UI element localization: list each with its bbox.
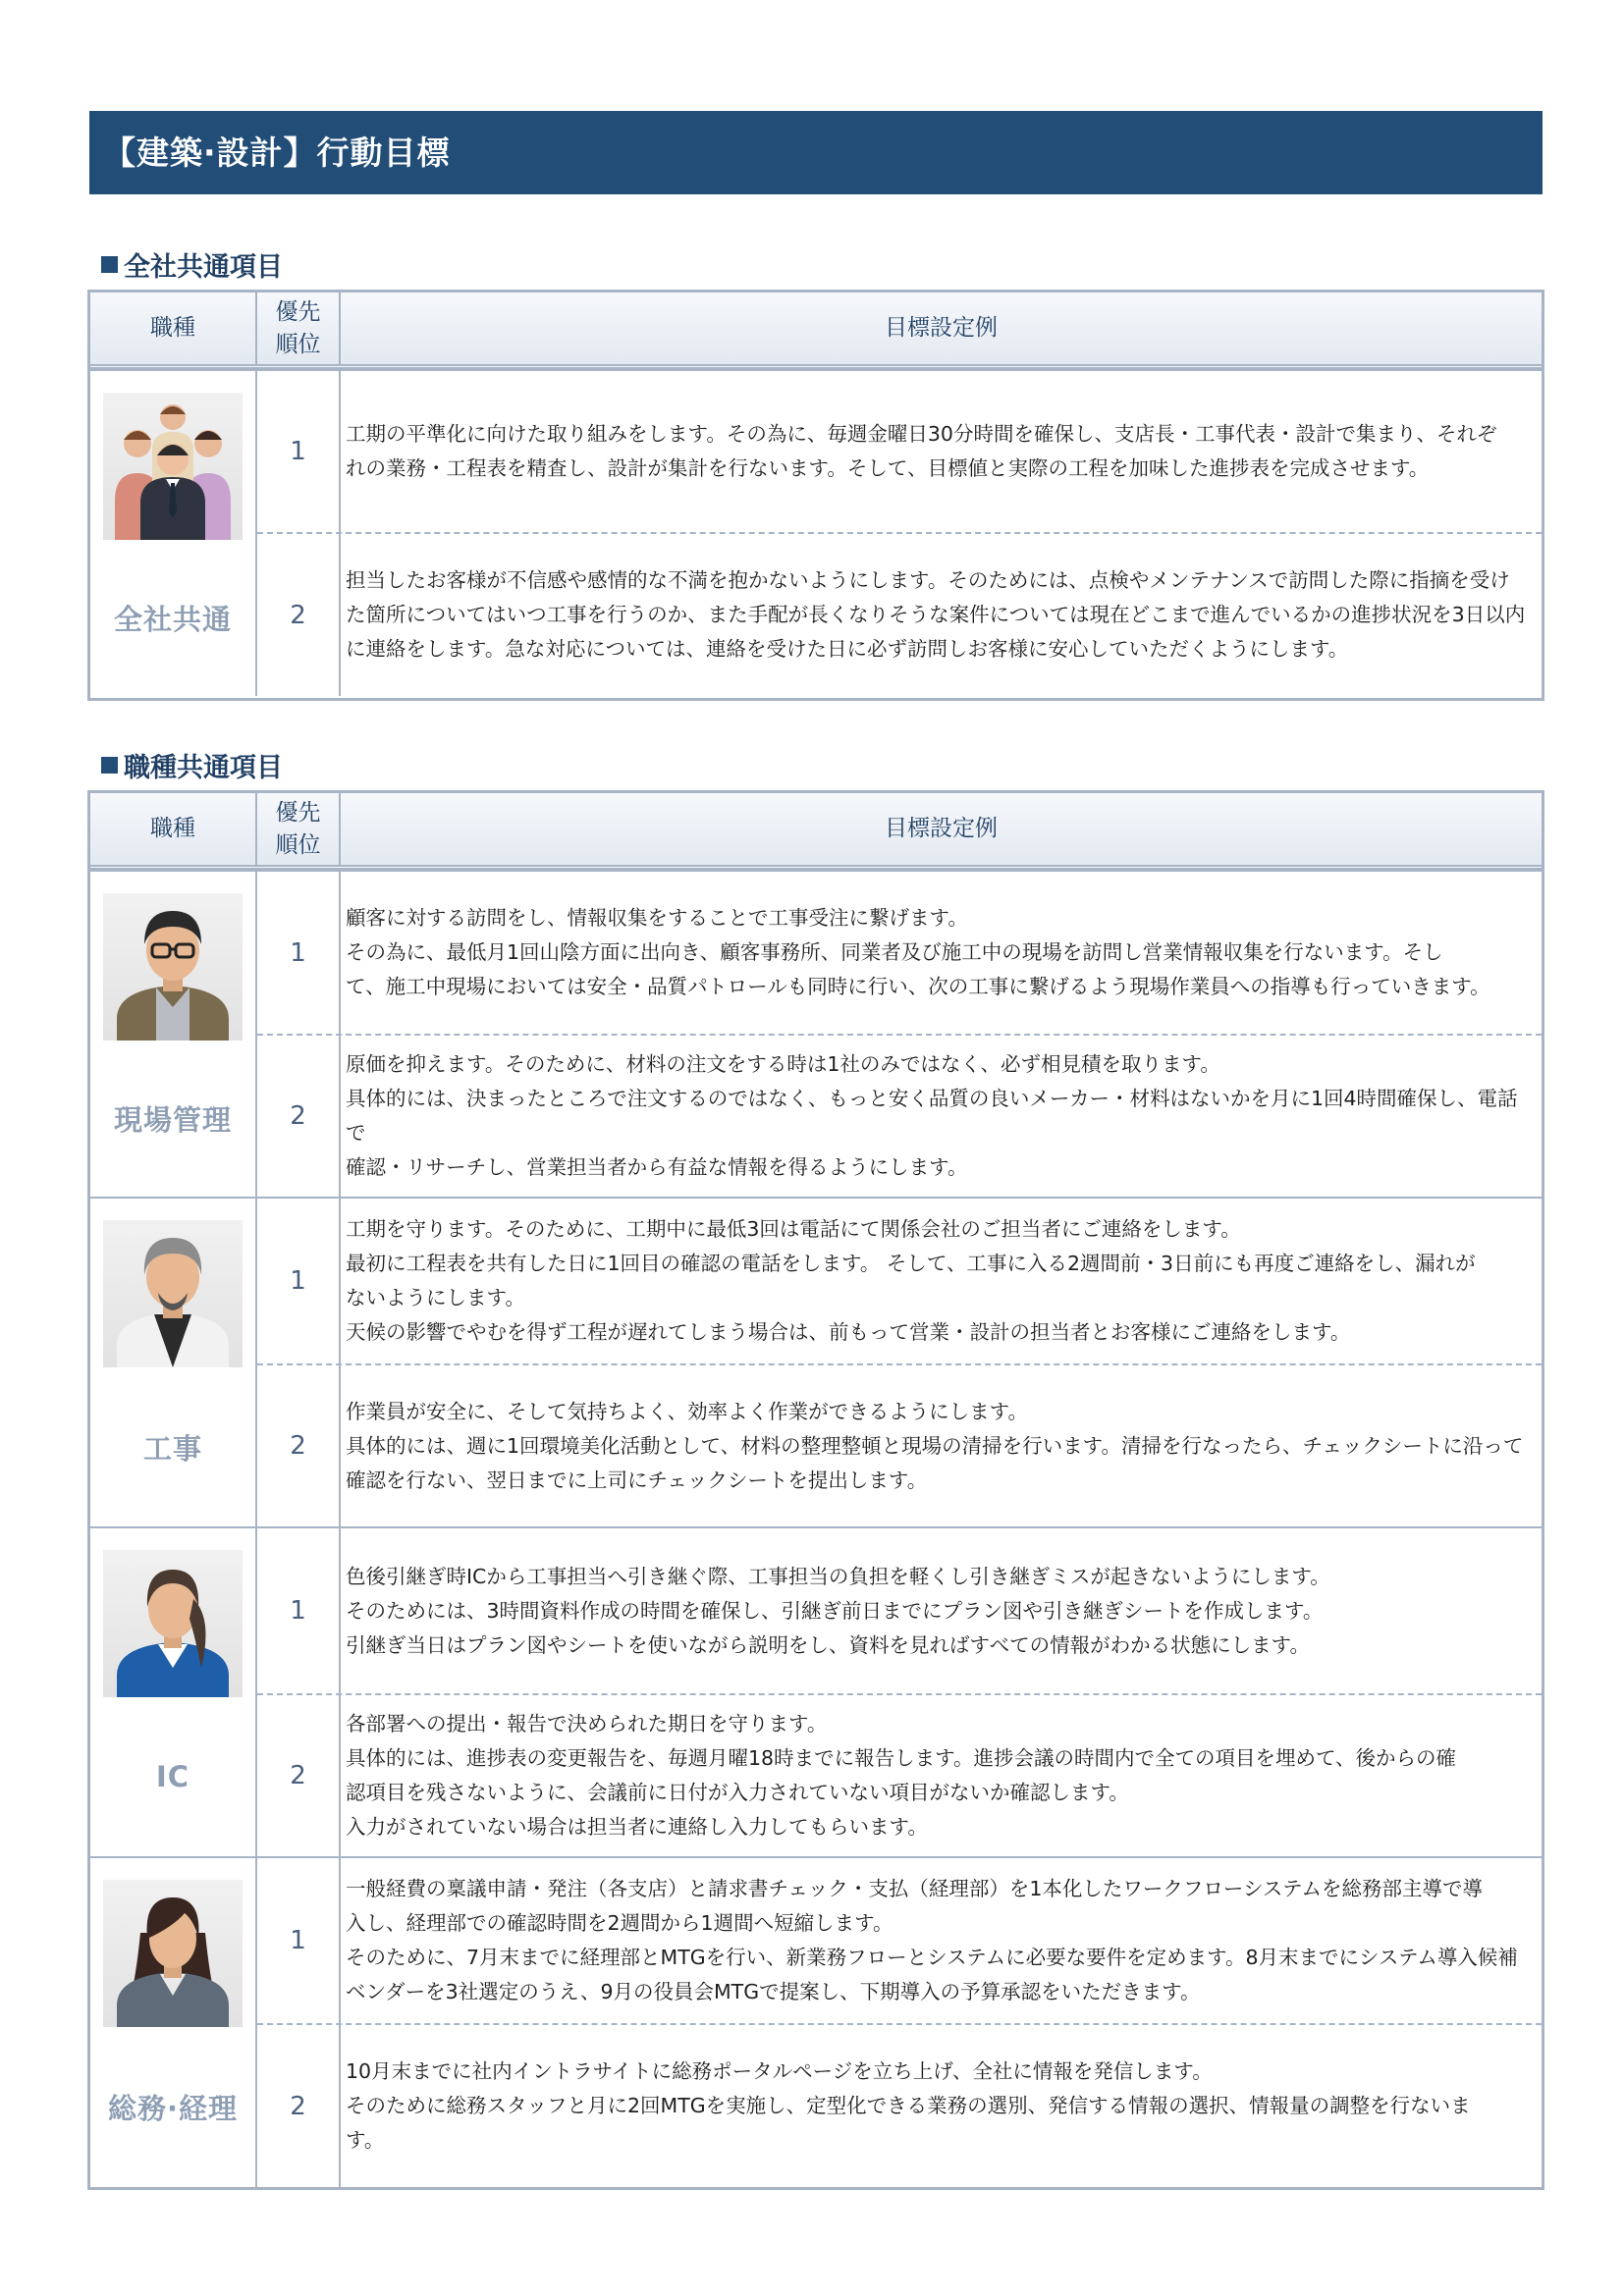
priority-value: 1 bbox=[257, 1858, 341, 2023]
goal-rows bbox=[257, 1858, 1542, 2187]
job-name: 総務·経理 bbox=[107, 2092, 239, 2125]
header-job: 職種 bbox=[90, 793, 257, 865]
company-goals-table bbox=[87, 290, 1544, 701]
job-cell bbox=[90, 1528, 257, 1856]
goal-row bbox=[257, 872, 1542, 1034]
man-glasses-avatar-icon bbox=[103, 893, 243, 1041]
goal-rows bbox=[257, 1199, 1542, 1526]
job-name: IC bbox=[155, 1760, 190, 1793]
goal-text: 色後引継ぎ時ICから工事担当へ引き継ぐ際、工事担当の負担を軽くし引き継ぎミスが起きないようにします。 そのためには、3時間資料作成の時間を確保し、引継ぎ前日までにプラン図や引き継ぎシートを作成します。 引継ぎ当日はプラン図やシートを使いながら説明をし、資料を見ればすべての情報がわかる状態にします。 bbox=[346, 1564, 1330, 1657]
goal-row bbox=[257, 2023, 1542, 2187]
job-group bbox=[90, 1197, 1542, 1526]
section-title-jobtype: 職種共通項目 bbox=[101, 746, 283, 784]
woman-longhair-avatar-icon bbox=[103, 1880, 243, 2027]
job-cell bbox=[90, 371, 257, 696]
job-name: 全社共通 bbox=[113, 603, 232, 636]
goal-row bbox=[257, 532, 1542, 696]
goal-row bbox=[257, 1034, 1542, 1197]
job-cell bbox=[90, 872, 257, 1197]
woman-ponytail-avatar-icon bbox=[103, 1550, 243, 1697]
priority-value: 1 bbox=[257, 1199, 341, 1363]
goal-row bbox=[257, 371, 1542, 532]
goal-row bbox=[257, 1528, 1542, 1693]
job-group bbox=[90, 870, 1542, 1197]
priority-value: 2 bbox=[257, 2025, 341, 2187]
bearded-man-avatar-icon bbox=[103, 1220, 243, 1367]
header-priority: 優先 順位 bbox=[257, 793, 341, 865]
job-group bbox=[90, 1856, 1542, 2187]
header-description: 目標設定例 bbox=[885, 816, 998, 842]
job-group bbox=[90, 369, 1542, 696]
goal-text: 工期を守ります。そのために、工期中に最低3回は電話にて関係会社のご担当者にご連絡をします。 最初に工程表を共有した日に1回目の確認の電話をします。 そして、工事に入る2週間前・3日前にも再度ご連絡をし、漏れが ないようにします。 天候の影響でやむを得ず工程が遅れてしまう場合は、前もって営業・設計の担当者とお客様にご連絡をします。 bbox=[346, 1217, 1476, 1344]
page-title: 【建築·設計】行動目標 bbox=[89, 111, 1543, 194]
table-header bbox=[90, 293, 1542, 369]
goal-text: 10月末までに社内イントラサイトに総務ポータルページを立ち上げ、全社に情報を発信します。 そのために総務スタッフと月に2回MTGを実施し、定型化できる業務の選別、発信する情報の選択、情報量の調整を行ないま す。 bbox=[346, 2059, 1471, 2152]
priority-value: 2 bbox=[257, 1365, 341, 1526]
goal-text: 担当したお客様が不信感や感情的な不満を抱かないようにします。そのためには、点検やメンテナンスで訪問した際に指摘を受け た箇所についてはいつ工事を行うのか、また手配が長くなりそうな案件については現在どこまで進んでいるかの進捗状況を3日以内 に連絡をします。急な対応については、連絡を受けた日に必ず訪問しお客様に安心していただくようにします。 bbox=[346, 568, 1526, 661]
job-name: 現場管理 bbox=[113, 1103, 232, 1137]
goal-text: 工期の平準化に向けた取り組みをします。その為に、毎週金曜日30分時間を確保し、支店長・工事代表・設計で集まり、それぞ れの業務・工程表を精査し、設計が集計を行ないます。そして、目標値と実際の工程を加味した進捗表を完成させます。 bbox=[346, 422, 1497, 480]
goal-row bbox=[257, 1363, 1542, 1526]
header-description: 目標設定例 bbox=[885, 315, 998, 342]
priority-value: 2 bbox=[257, 1036, 341, 1197]
goal-text: 作業員が安全に、そして気持ちよく、効率よく作業ができるようにします。 具体的には、週に1回環境美化活動として、材料の整理整頓と現場の清掃を行います。清掃を行なったら、チェックシートに沿って 確認を行ない、翌日までに上司にチェックシートを提出します。 bbox=[346, 1399, 1524, 1492]
goal-row bbox=[257, 1858, 1542, 2023]
goal-rows bbox=[257, 371, 1542, 696]
goal-row bbox=[257, 1693, 1542, 1856]
jobtype-goals-table bbox=[87, 790, 1544, 2190]
priority-value: 1 bbox=[257, 371, 341, 532]
goal-text: 各部署への提出・報告で決められた期日を守ります。 具体的には、進捗表の変更報告を、毎週月曜18時までに報告します。進捗会議の時間内で全ての項目を埋めて、後からの確 認項目を残さないように、会議前に日付が入力されていない項目がないか確認します。 入力がされていない場合は担当者に連絡し入力してもらいます。 bbox=[346, 1712, 1457, 1839]
goal-rows bbox=[257, 872, 1542, 1197]
job-cell bbox=[90, 1858, 257, 2187]
goal-rows bbox=[257, 1528, 1542, 1856]
job-name: 工事 bbox=[142, 1431, 202, 1466]
header-priority: 優先 順位 bbox=[257, 293, 341, 364]
section-title-company: 全社共通項目 bbox=[101, 245, 283, 284]
square-bullet-icon bbox=[101, 256, 118, 273]
priority-value: 2 bbox=[257, 1695, 341, 1856]
goal-row bbox=[257, 1199, 1542, 1363]
job-cell bbox=[90, 1199, 257, 1526]
goal-text: 顧客に対する訪問をし、情報収集をすることで工事受注に繋げます。 その為に、最低月1回山陰方面に出向き、顧客事務所、同業者及び施工中の現場を訪問し営業情報収集を行ないます。そし て、施工中現場においては安全・品質パトロールも同時に行い、次の工事に繋げるよう現場作業員への指導も行っていきます。 bbox=[346, 906, 1490, 998]
group-people-icon bbox=[103, 393, 243, 540]
square-bullet-icon bbox=[101, 757, 118, 774]
goal-text: 原価を抑えます。そのために、材料の注文をする時は1社のみではなく、必ず相見積を取ります。 具体的には、決まったところで注文するのではなく、もっと安く品質の良いメーカー・材料はないかを月に1回4時間確保し、電話で 確認・リサーチし、営業担当者から有益な情報を得るようにします。 bbox=[346, 1052, 1518, 1179]
priority-value: 1 bbox=[257, 1528, 341, 1693]
goal-text: 一般経費の稟議申請・発注（各支店）と請求書チェック・支払（経理部）を1本化したワークフローシステムを総務部主導で導 入し、経理部での確認時間を2週間から1週間へ短縮します。 そのために、7月末までに経理部とMTGを行い、新業務フローとシステムに必要な要件を定めます。8月末までにシステム導入候補 ベンダーを3社選定のうえ、9月の役員会MTGで提案し、下期導入の予算承認をいただきます。 bbox=[346, 1877, 1518, 2003]
job-group bbox=[90, 1526, 1542, 1856]
table-header bbox=[90, 793, 1542, 870]
priority-value: 2 bbox=[257, 534, 341, 696]
priority-value: 1 bbox=[257, 872, 341, 1034]
header-job: 職種 bbox=[90, 293, 257, 364]
